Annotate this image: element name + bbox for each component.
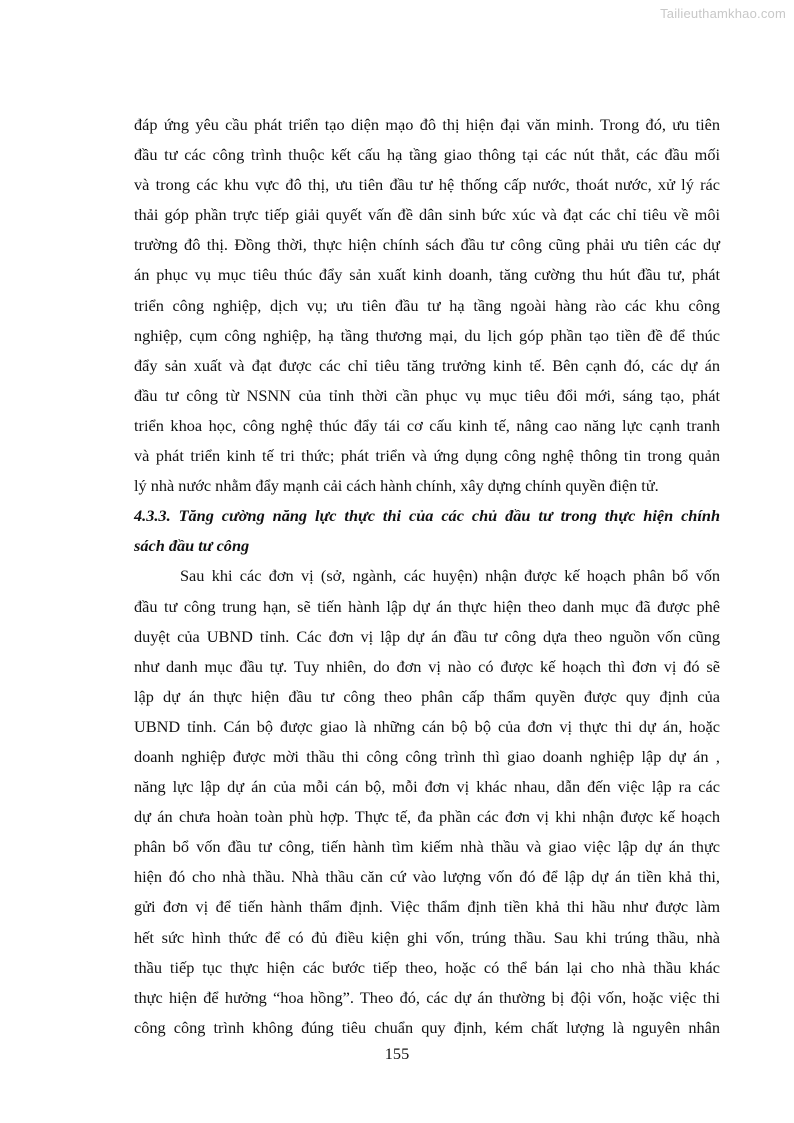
text-line: nghiệp, cụm công nghiệp, hạ tầng thương mại, du lịch góp phần tạo tiền đề để thúc bbox=[134, 325, 720, 345]
text-line: triển khoa học, công nghệ thúc đẩy tái cơ cấu kinh tế, nâng cao năng lực cạnh tranh bbox=[134, 415, 720, 435]
text-line: thực hiện để hưởng “hoa hồng”. Theo đó, các dự án thường bị đội vốn, hoặc việc thi bbox=[134, 987, 720, 1007]
text-line: như danh mục đầu tự. Tuy nhiên, do đơn vị nào có được kế hoạch thì đơn vị đó sẽ bbox=[134, 656, 720, 676]
text-line: UBND tỉnh. Cán bộ được giao là những cán bộ bộ của đơn vị thực thi dự án, hoặc bbox=[134, 716, 720, 736]
watermark: Tailieuthamkhao.com bbox=[660, 6, 786, 21]
text-line: công công trình không đúng tiêu chuẩn quy định, kém chất lượng là nguyên nhân bbox=[134, 1017, 720, 1037]
heading-line: 4.3.3. Tăng cường năng lực thực thi của các chủ đầu tư trong thực hiện chính bbox=[134, 506, 720, 526]
paragraph-body bbox=[134, 561, 720, 1043]
text-line: thầu tiếp tục thực hiện các bước tiếp theo, hoặc có thể bán lại cho nhà thầu khác bbox=[134, 957, 720, 977]
text-line: hiện đó cho nhà thầu. Nhà thầu căn cứ vào lượng vốn đó để lập dự án tiền khả thi, bbox=[134, 867, 720, 887]
paragraph-intro bbox=[134, 110, 720, 501]
document-body bbox=[134, 110, 720, 1043]
text-line: lý nhà nước nhằm đẩy mạnh cải cách hành chính, xây dựng chính quyền điện tử. bbox=[134, 476, 659, 496]
text-line: thải góp phần trực tiếp giải quyết vấn đề dân sinh bức xúc và đạt các chỉ tiêu về môi bbox=[134, 205, 720, 225]
text-line: triển công nghiệp, dịch vụ; ưu tiên đầu tư hạ tầng ngoài hàng rào các khu công bbox=[134, 295, 720, 315]
page-number: 155 bbox=[384, 1044, 410, 1063]
section-heading bbox=[134, 501, 720, 561]
text-line: hết sức hình thức để có đủ điều kiện ghi vốn, trúng thầu. Sau khi trúng thầu, nhà bbox=[134, 927, 720, 947]
text-line: Sau khi các đơn vị (sở, ngành, các huyện) nhận được kế hoạch phân bổ vốn bbox=[180, 566, 720, 586]
text-line: đẩy sản xuất và đạt được các chỉ tiêu tăng trưởng kinh tế. Bên cạnh đó, các dự án bbox=[134, 355, 720, 375]
heading-line: sách đầu tư công bbox=[134, 536, 250, 556]
text-line: và phát triển kinh tế tri thức; phát triển và ứng dụng công nghệ thông tin trong quản bbox=[134, 446, 720, 466]
text-line: năng lực lập dự án của mỗi cán bộ, mỗi đơn vị khác nhau, dẫn đến việc lập ra các bbox=[134, 777, 720, 797]
text-line: đáp ứng yêu cầu phát triển tạo diện mạo đô thị hiện đại văn minh. Trong đó, ưu tiên bbox=[134, 115, 720, 134]
text-line: gửi đơn vị để tiến hành thẩm định. Việc thẩm định tiền khả thi hầu như được làm bbox=[134, 897, 720, 917]
text-line: và trong các khu vực đô thị, ưu tiên đầu tư hệ thống cấp nước, thoát nước, xử lý rác bbox=[134, 175, 720, 195]
text-line: lập dự án thực hiện đầu tư công theo phân cấp thẩm quyền được quy định của bbox=[134, 686, 720, 706]
text-line: đầu tư các công trình thuộc kết cấu hạ tầng giao thông tại các nút thắt, các đầu mối bbox=[134, 145, 720, 165]
text-line: phân bổ vốn đầu tư công, tiến hành tìm kiếm nhà thầu và giao việc lập dự án thực bbox=[134, 837, 720, 857]
text-line: trường đô thị. Đồng thời, thực hiện chính sách đầu tư công cũng phải ưu tiên các dự bbox=[134, 235, 720, 255]
text-line: duyệt của UBND tỉnh. Các đơn vị lập dự án đầu tư công dựa theo nguồn vốn cũng bbox=[134, 626, 720, 646]
text-line: đầu tư công từ NSNN của tỉnh thời cần phục vụ mục tiêu đổi mới, sáng tạo, phát bbox=[134, 385, 720, 405]
text-line: dự án chưa hoàn toàn phù hợp. Thực tế, đa phần các đơn vị khi nhận được kế hoạch bbox=[134, 807, 720, 827]
text-line: doanh nghiệp được mời thầu thi công công trình thì giao doanh nghiệp lập dự án , bbox=[134, 746, 720, 766]
text-line: án phục vụ mục tiêu thúc đẩy sản xuất kinh doanh, tăng cường thu hút đầu tư, phát bbox=[134, 265, 720, 285]
text-line: đầu tư công trung hạn, sẽ tiến hành lập dự án thực hiện theo danh mục đã được phê bbox=[134, 596, 720, 616]
